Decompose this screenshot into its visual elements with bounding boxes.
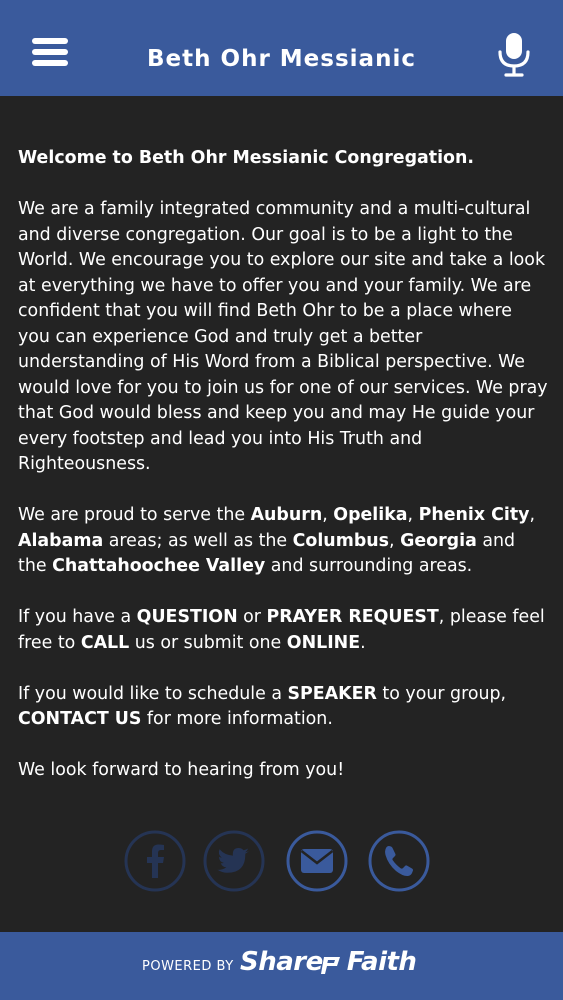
phone-button[interactable] — [368, 830, 430, 892]
page-title: Beth Ohr Messianic — [147, 46, 416, 72]
speaker-keyword: SPEAKER — [287, 683, 377, 704]
text-fragment: If you have a — [18, 607, 137, 627]
area-alabama: Alabama — [18, 530, 104, 551]
text-fragment: , — [389, 530, 401, 551]
contact-us-keyword: CONTACT US — [18, 709, 142, 729]
question-keyword: QUESTION — [136, 607, 238, 627]
area-phenix-city: Phenix City — [418, 505, 530, 525]
call-keyword: CALL — [80, 632, 130, 653]
text-fragment: . — [360, 632, 366, 653]
menu-button[interactable] — [28, 32, 72, 72]
online-keyword: ONLINE — [286, 632, 361, 653]
text-fragment: and the — [18, 530, 516, 576]
text-fragment: If you would like to schedule a — [18, 683, 288, 704]
powered-by-label: POWERED BY — [142, 959, 234, 974]
area-columbus: Columbus — [292, 530, 389, 551]
app-footer — [0, 932, 563, 1000]
text-fragment: areas; as well as the — [103, 530, 293, 551]
facebook-icon — [124, 830, 186, 892]
area-georgia: Georgia — [400, 530, 477, 551]
closing-paragraph: We look forward to hearing from you! — [18, 760, 345, 780]
area-chattahoochee-valley: Chattahoochee Valley — [52, 556, 266, 576]
question-paragraph — [18, 605, 548, 656]
twitter-icon — [203, 830, 265, 892]
prayer-request-keyword: PRAYER REQUEST — [266, 607, 439, 627]
text-fragment: , — [529, 505, 536, 525]
microphone-icon — [494, 32, 534, 78]
text-fragment: , — [407, 505, 419, 525]
welcome-heading: Welcome to Beth Ohr Messianic Congregation. — [18, 148, 474, 168]
brand-left: Share — [240, 947, 323, 977]
welcome-content — [18, 146, 548, 809]
text-fragment: , please feel free to — [18, 607, 545, 653]
text-fragment: for more information. — [141, 709, 333, 729]
area-opelika: Opelika — [333, 505, 408, 525]
app-header — [0, 0, 563, 96]
text-fragment: , — [322, 505, 334, 525]
text-fragment: We are proud to serve the — [18, 505, 251, 525]
text-fragment: to your group, — [376, 683, 507, 704]
service-areas-paragraph — [18, 503, 548, 580]
speaker-paragraph — [18, 682, 548, 733]
text-fragment: and surrounding areas. — [265, 556, 473, 576]
email-icon — [286, 830, 348, 892]
text-fragment: us or submit one — [129, 632, 287, 653]
social-links — [0, 830, 563, 900]
email-button[interactable] — [286, 830, 348, 892]
microphone-button[interactable] — [494, 32, 534, 78]
phone-icon — [368, 830, 430, 892]
sharefaith-flag-icon — [320, 954, 342, 976]
brand-right: Faith — [346, 947, 417, 977]
twitter-button[interactable] — [203, 830, 265, 892]
facebook-button[interactable] — [124, 830, 186, 892]
text-fragment: or — [237, 607, 267, 627]
area-auburn: Auburn — [250, 505, 323, 525]
intro-paragraph: We are a family integrated community and a multi-cultural and diverse congregation. Our goal is to be a light to the World. We encourage you to explore our site and take a look at everything we have to offer you and your family. We are confident that you will find Beth Ohr to be a place where you can experience God and truly get a better understanding of His Word from a Biblical perspective. We would love for you to join us for one of our services. We pray that God would bless and keep you and may He guide your every footstep and lead you into His Truth and Righteousness. — [18, 199, 548, 474]
